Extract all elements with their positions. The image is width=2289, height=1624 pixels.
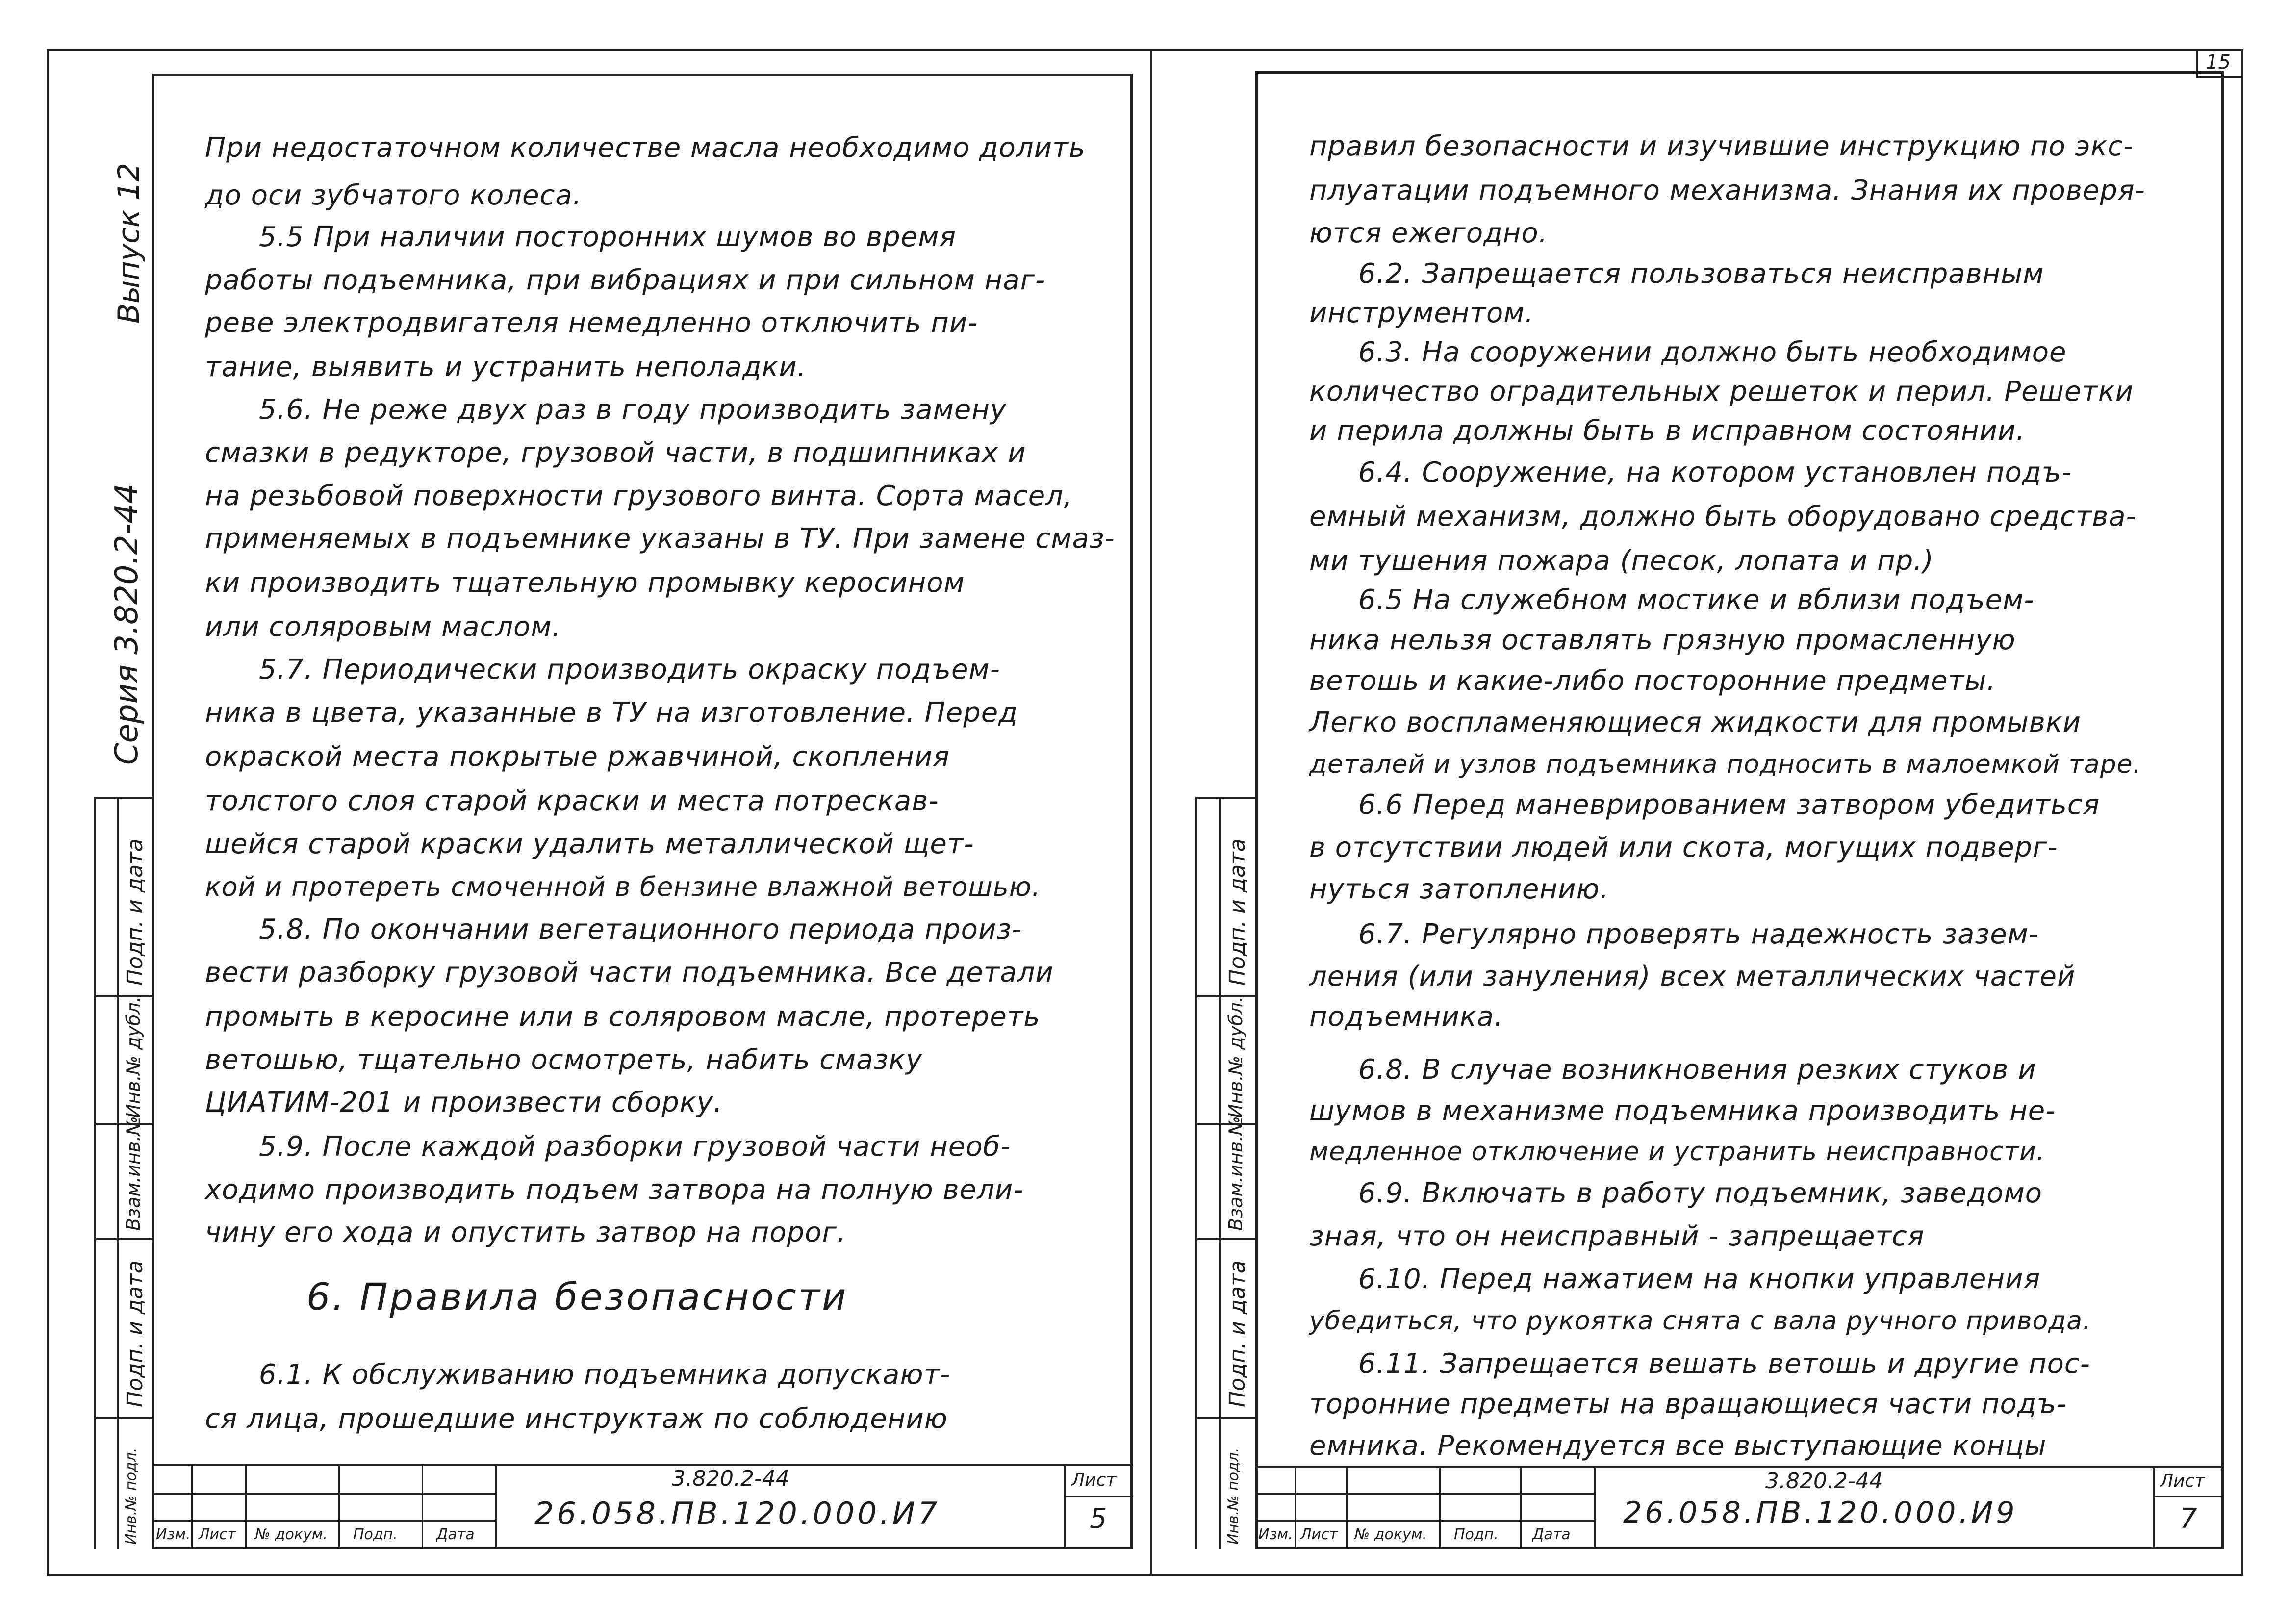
left-margin-strip-left (94, 797, 96, 1549)
left-margin-top (94, 797, 152, 799)
left-stamp-row2 (152, 1520, 495, 1522)
right-line-25: медленное отключение и устранить неисправности. (1309, 1137, 2045, 1167)
right-margin-cell-4: Подп. и дата (1225, 1260, 1250, 1407)
section-heading: 6. Правила безопасности (306, 1275, 848, 1319)
right-line-30: 6.11. Запрещается вешать ветошь и другие пос- (1358, 1348, 2090, 1380)
right-line-21: ления (или зануления) всех металлических частей (1309, 961, 2076, 992)
sheet-divider-line (1150, 49, 1152, 1576)
right-line-9: 6.4. Сооружение, на котором установлен подъ- (1358, 457, 2072, 488)
right-line-13: ника нельзя оставлять грязную промасленную (1309, 624, 2016, 656)
right-stamp-code-main: 26.058.ПВ.120.000.И9 (1623, 1496, 2018, 1530)
left-line-12: или соляровым маслом. (205, 611, 561, 643)
right-line-19: нуться затоплению. (1309, 873, 1609, 905)
right-margin-div3 (1195, 1238, 1255, 1240)
left-stamp-col3 (338, 1464, 340, 1549)
right-stamp-col6 (2153, 1466, 2155, 1549)
left-margin-issue: Выпуск 12 (112, 163, 146, 324)
left-line-6: тание, выявить и устранить неполадки. (205, 351, 807, 383)
right-line-4: 6.2. Запрещается пользоваться неисправным (1358, 258, 2044, 290)
left-line-7: 5.6. Не реже двух раз в году производить замену (259, 394, 1007, 426)
left-line-16: толстого слоя старой краски и места потрескав- (205, 785, 939, 817)
left-line-21: промыть в керосине или в соляровом масле, протереть (205, 1001, 1041, 1033)
right-line-6: 6.3. На сооружении должно быть необходимое (1358, 336, 2067, 368)
outer-top-line (47, 49, 2243, 51)
right-line-32: емника. Рекомендуется все выступающие концы (1309, 1430, 2047, 1462)
right-stamp-code-top: 3.820.2-44 (1765, 1469, 1883, 1494)
left-stamp-sheet-label: Лист (1071, 1470, 1117, 1490)
right-line-14: ветошь и какие-либо посторонние предметы. (1309, 665, 1996, 697)
left-stamp-h4: Подп. (353, 1526, 398, 1543)
right-line-23: 6.8. В случае возникновения резких стуков и (1358, 1054, 2036, 1086)
left-tail-line-2: ся лица, прошедшие инструктаж по соблюдению (205, 1403, 948, 1435)
right-line-11: ми тушения пожара (песок, лопата и пр.) (1309, 545, 1934, 577)
left-margin-div3 (94, 1238, 152, 1240)
left-line-8: смазки в редукторе, грузовой части, в подшипниках и (205, 437, 1026, 469)
left-margin-cell-2: Инв.№ дубл. (123, 996, 144, 1118)
right-line-5: инструментом. (1309, 297, 1534, 329)
left-line-9: на резьбовой поверхности грузового винта. Сорта масел, (205, 480, 1073, 512)
right-margin-cell-5: Инв.№ подл. (1225, 1447, 1242, 1545)
left-line-25: ходимо производить подъем затвора на полную вели- (205, 1174, 1024, 1206)
right-line-24: шумов в механизме подъемника производить не- (1309, 1095, 2056, 1127)
left-margin-cell-4: Подп. и дата (123, 1260, 148, 1407)
left-stamp-col5 (495, 1464, 497, 1549)
left-line-13: 5.7. Периодически производить окраску подъем- (259, 654, 1000, 685)
right-stamp-h1: Изм. (1258, 1526, 1293, 1543)
left-margin-cell-5: Инв.№ подл. (123, 1447, 140, 1545)
left-margin-div4 (94, 1417, 152, 1419)
left-stamp-row1 (152, 1493, 495, 1495)
right-line-2: плуатации подъемного механизма. Знания их проверя- (1309, 175, 2145, 206)
left-line-23: ЦИАТИМ-201 и произвести сборку. (205, 1087, 723, 1118)
right-line-20: 6.7. Регулярно проверять надежность зазем- (1358, 918, 2039, 950)
left-tail-line-1: 6.1. К обслуживанию подъемника допускают- (259, 1359, 951, 1391)
right-line-1: правил безопасности и изучившие инструкцию по экс- (1309, 130, 2134, 162)
right-stamp-col3 (1439, 1466, 1441, 1549)
left-stamp-col2 (245, 1464, 247, 1549)
right-line-26: 6.9. Включать в работу подъемник, заведомо (1358, 1177, 2043, 1209)
right-line-3: ются ежегодно. (1309, 217, 1548, 249)
left-line-24: 5.9. После каждой разборки грузовой части необ- (259, 1131, 1011, 1163)
left-stamp-sheet-div (1064, 1496, 1133, 1497)
left-stamp-code-main: 26.058.ПВ.120.000.И7 (534, 1496, 941, 1531)
left-stamp-sheet-number: 5 (1090, 1503, 1107, 1535)
right-line-10: емный механизм, должно быть оборудовано средства- (1309, 501, 2136, 533)
left-stamp-code-top: 3.820.2-44 (672, 1466, 789, 1491)
left-line-2: до оси зубчатого колеса. (205, 179, 582, 211)
right-line-27: зная, что он неисправный - запрещается (1309, 1220, 1925, 1252)
right-line-31: торонние предметы на вращающиеся части подъ- (1309, 1388, 2067, 1420)
left-stamp-col1 (191, 1464, 193, 1549)
right-line-17: 6.6 Перед маневрированием затвором убедиться (1358, 789, 2100, 821)
left-stamp-top (152, 1464, 1133, 1466)
left-line-4: работы подъемника, при вибрациях и при сильном наг- (205, 264, 1046, 296)
left-margin-series: Серия 3.820.2-44 (109, 483, 145, 765)
left-line-26: чину его хода и опустить затвор на порог. (205, 1217, 846, 1248)
left-margin-strip-right (117, 797, 119, 1549)
right-margin-cell-1: Подп. и дата (1225, 838, 1250, 986)
right-stamp-col1 (1295, 1466, 1296, 1549)
right-line-15: Легко воспламеняющиеся жидкости для промывки (1309, 707, 2082, 738)
right-line-22: подъемника. (1309, 1001, 1503, 1033)
left-stamp-col4 (422, 1464, 423, 1549)
right-line-16: деталей и узлов подъемника подносить в малоемкой таре. (1309, 750, 2142, 779)
left-line-17: шейся старой краски удалить металлической щет- (205, 828, 974, 860)
left-line-10: применяемых в подъемнике указаны в ТУ. При замене смаз- (205, 523, 1115, 555)
left-line-3: 5.5 При наличии посторонних шумов во время (259, 221, 957, 253)
left-line-1: При недостаточном количестве масла необходимо долить (205, 132, 1086, 164)
right-line-12: 6.5 На служебном мостике и вблизи подъем- (1358, 584, 2035, 616)
right-margin-div4 (1195, 1417, 1255, 1419)
left-stamp-col6 (1064, 1464, 1066, 1549)
right-stamp-col2 (1346, 1466, 1348, 1549)
right-margin-cell-2: Инв.№ дубл. (1225, 996, 1246, 1118)
left-line-5: реве электродвигателя немедленно отключить пи- (205, 307, 978, 339)
right-margin-strip-right (1219, 797, 1221, 1549)
right-stamp-row1 (1255, 1493, 1594, 1495)
right-stamp-h4: Подп. (1454, 1526, 1499, 1543)
outer-bottom-line (47, 1574, 2243, 1576)
outer-right-line (2241, 49, 2243, 1576)
left-line-15: окраской места покрытые ржавчиной, скопления (205, 741, 950, 773)
right-stamp-h5: Дата (1532, 1526, 1571, 1543)
right-stamp-col4 (1520, 1466, 1522, 1549)
outer-left-line (47, 49, 49, 1576)
left-stamp-h2: Лист (199, 1526, 236, 1543)
right-line-29: убедиться, что рукоятка снята с вала ручного привода. (1309, 1306, 2091, 1336)
left-stamp-h3: № докум. (255, 1526, 328, 1543)
right-line-7: количество оградительных решеток и перил. Решетки (1309, 376, 2134, 407)
left-line-11: ки производить тщательную промывку керосином (205, 567, 965, 599)
right-margin-cell-3: Взам.инв.№ (1225, 1116, 1246, 1231)
left-line-14: ника в цвета, указанные в ТУ на изготовление. Перед (205, 697, 1018, 729)
left-line-19: 5.8. По окончании вегетационного периода произ- (259, 914, 1022, 945)
left-margin-cell-1: Подп. и дата (123, 838, 148, 986)
right-stamp-sheet-div (2153, 1496, 2224, 1497)
right-stamp-top (1255, 1466, 2224, 1468)
left-line-22: ветошью, тщательно осмотреть, набить смазку (205, 1044, 923, 1076)
left-line-20: вести разборку грузовой части подъемника. Все детали (205, 957, 1054, 989)
right-line-18: в отсутствии людей или скота, могущих подверг- (1309, 832, 2058, 863)
left-stamp-h5: Дата (436, 1526, 475, 1543)
right-stamp-sheet-label: Лист (2160, 1471, 2205, 1491)
right-stamp-h3: № докум. (1354, 1526, 1427, 1543)
right-stamp-h2: Лист (1300, 1526, 1338, 1543)
right-line-28: 6.10. Перед нажатием на кнопки управления (1358, 1263, 2041, 1295)
right-margin-strip-left (1195, 797, 1197, 1549)
right-stamp-sheet-number: 7 (2180, 1503, 2197, 1535)
left-stamp-h1: Изм. (156, 1526, 191, 1543)
right-line-8: и перила должны быть в исправном состоянии. (1309, 415, 2026, 447)
right-stamp-row2 (1255, 1520, 1594, 1522)
right-margin-top (1195, 797, 1255, 799)
left-line-18: кой и протереть смоченной в бензине влажной ветошью. (205, 871, 1041, 902)
left-margin-cell-3: Взам.инв.№ (123, 1116, 144, 1231)
page-corner-number: 15 (2206, 51, 2231, 74)
right-stamp-col5 (1594, 1466, 1596, 1549)
